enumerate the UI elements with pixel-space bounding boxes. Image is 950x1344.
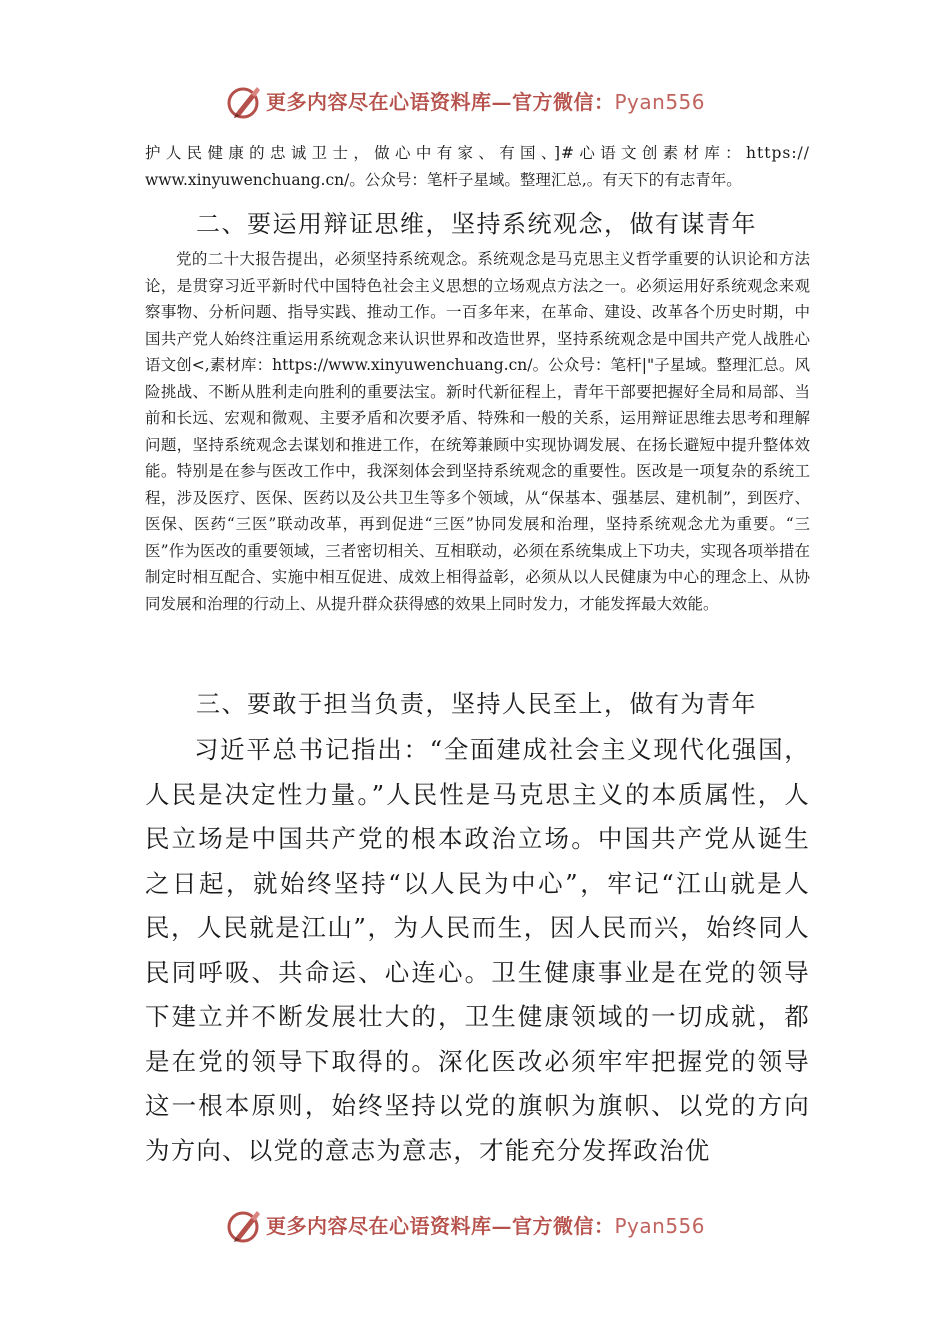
section-heading-2: 二、要运用辩证思维，坚持系统观念，做有谋青年: [196, 210, 757, 238]
banner-text: 更多内容尽在心语资料库—官方微信：Pyan556: [266, 1214, 706, 1238]
pen-logo-icon: [224, 1206, 264, 1246]
paragraph-people-first: 习近平总书记指出：“全面建成社会主义现代化强国，人民是决定性力量。”人民性是马克思主义的本质属性，人民立场是中国共产党的根本政治立场。中国共产党从诞生之日起，就始终坚持“以人民为中心”，牢记“江山就是人民，人民就是江山”，为人民而生，因人民而兴，始终同人民同呼吸、共命运、心连心。卫生健康事业是在党的领导下建立并不断发展壮大的，卫生健康领域的一切成就，都是在党的领导下取得的。深化医改必须牢牢把握党的领导这一根本原则，始终坚持以党的旗帜为旗帜、以党的方向为方向、以党的意志为意志，才能充分发挥政治优: [145, 735, 810, 1165]
header-banner: [0, 78, 950, 128]
banner-text: 更多内容尽在心语资料库—官方微信：Pyan556: [266, 90, 706, 114]
paragraph-intro-line1: 护人民健康的忠诚卫士，做心中有家、有国、]#心语文创素材库：https://: [145, 144, 810, 162]
paragraph-systems-thinking: 党的二十大报告提出，必须坚持系统观念。系统观念是马克思主义哲学重要的认识论和方法论，是贯穿习近平新时代中国特色社会主义思想的立场观点方法之一。必须运用好系统观念来观察事物、分析问题、指导实践、推动工作。一百多年来，在革命、建设、改革各个历史时期，中国共产党人始终注重运用系统观念来认识世界和改造世界，坚持系统观念是中国共产党人战胜心语文创<,素材库：https://www.xinyuwenchuang.cn/。公众号：笔杆|"子星域。整理汇总。风险挑战、不断从胜利走向胜利的重要法宝。新时代新征程上，青年干部要把握好全局和局部、当前和长远、宏观和微观、主要矛盾和次要矛盾、特殊和一般的关系，运用辩证思维去思考和理解问题，坚持系统观念去谋划和推进工作，在统筹兼顾中实现协调发展、在扬长避短中提升整体效能。特别是在参与医改工作中，我深刻体会到坚持系统观念的重要性。医改是一项复杂的系统工程，涉及医疗、医保、医药以及公共卫生等多个领域，从“保基本、强基层、建机制”，到医疗、医保、医药“三医”联动改革，再到促进“三医”协同发展和治理，坚持系统观念尤为重要。“三医”作为医改的重要领域，三者密切相关、互相联动，必须在系统集成上下功夫，实现各项举措在制定时相互配合、实施中相互促进、成效上相得益彰，必须从以人民健康为中心的理念上、从协同发展和治理的行动上、从提升群众获得感的效果上同时发力，才能发挥最大效能。: [145, 250, 810, 613]
section-heading-3: 三、要敢于担当负责，坚持人民至上，做有为青年: [196, 690, 757, 718]
wechat-id: Pyan556: [614, 90, 706, 114]
wechat-id: Pyan556: [614, 1214, 706, 1238]
footer-banner: [0, 1202, 950, 1252]
paragraph-intro-line2: www.xinyuwenchuang.cn/。公众号：笔杆子星域。整理汇总,。有天下的有志青年。: [145, 170, 742, 189]
paragraph-intro: [145, 140, 810, 193]
pen-logo-icon: [224, 82, 264, 122]
